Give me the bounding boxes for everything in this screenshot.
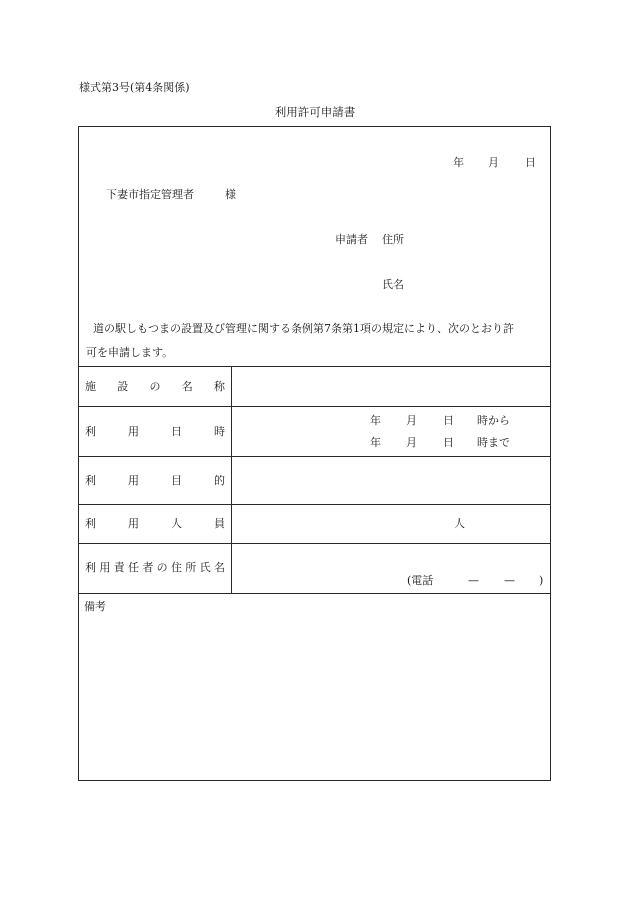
date-day-label: 日	[525, 156, 536, 169]
period-start-month: 月	[406, 414, 417, 427]
phone-dash-2: —	[504, 574, 515, 587]
period-end-day: 日	[443, 436, 454, 449]
period-start-day: 日	[443, 414, 454, 427]
remarks-label: 備考	[84, 600, 106, 613]
row-label-purpose: 利 用 目 的	[85, 474, 225, 487]
row-label-attendees: 利 用 人 員	[85, 517, 225, 530]
document-title: 利用許可申請書	[274, 105, 356, 119]
phone-label: (電話	[407, 574, 434, 587]
period-end-year: 年	[370, 436, 381, 449]
form-number: 様式第3号(第4条関係)	[79, 81, 190, 94]
form-frame	[78, 126, 551, 781]
row-label-usage-datetime: 利 用 日 時	[85, 425, 225, 438]
phone-close-paren: )	[539, 574, 544, 587]
period-start-hour: 時から	[477, 414, 510, 427]
applicant-address-label: 住所	[382, 233, 404, 246]
row-label-facility-name: 施 設 の 名 称	[85, 380, 225, 393]
rule-datetime-bottom	[78, 456, 551, 457]
rule-attendees-bottom	[78, 543, 551, 544]
applicant-label: 申請者	[335, 233, 368, 246]
body-text-line2: 可を申請します。	[86, 346, 174, 359]
addressee-honorific: 様	[225, 188, 236, 201]
period-end-month: 月	[406, 436, 417, 449]
period-end-hour: 時まで	[477, 436, 510, 449]
addressee-name: 下妻市指定管理者	[106, 188, 194, 201]
body-text-line1: 道の駅しもつまの設置及び管理に関する条例第7条第1項の規定により、次のとおり許	[93, 322, 514, 335]
date-month-label: 月	[488, 156, 499, 169]
rule-facility-bottom	[78, 406, 551, 407]
date-year-label: 年	[453, 156, 464, 169]
rule-responsible-bottom	[78, 593, 551, 594]
rule-body-bottom	[78, 366, 551, 367]
applicant-name-label: 氏名	[382, 278, 404, 291]
phone-dash-1: —	[468, 574, 479, 587]
rule-label-column	[231, 366, 232, 593]
row-label-responsible-person: 利 用 責 任 者 の 住 所 氏 名	[85, 561, 225, 574]
rule-purpose-bottom	[78, 504, 551, 505]
period-start-year: 年	[370, 414, 381, 427]
attendees-unit: 人	[454, 517, 465, 530]
